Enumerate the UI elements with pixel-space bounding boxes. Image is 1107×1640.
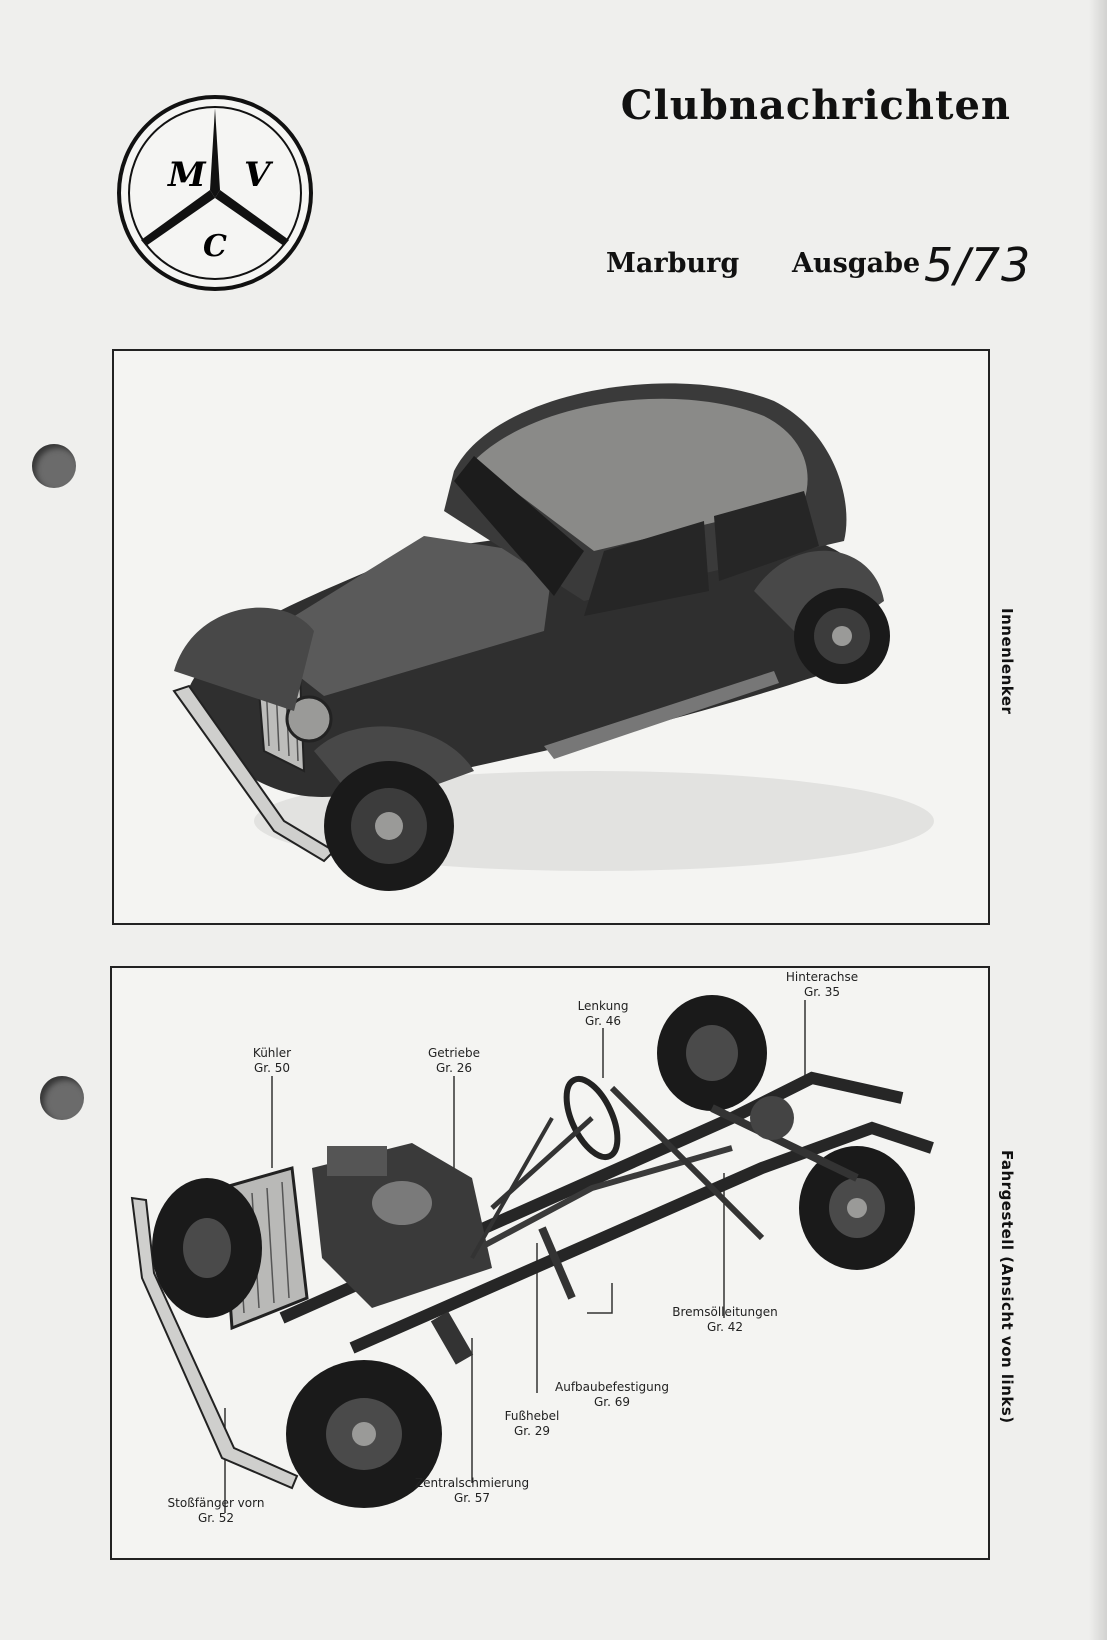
sedan-caption: Innenlenker <box>998 608 1016 715</box>
label-aufbaubefestigung: Aufbaubefestigung Gr. 69 <box>555 1380 669 1409</box>
edition-label: Ausgabe <box>792 248 921 279</box>
punch-hole-lower <box>40 1076 84 1120</box>
sedan-photo <box>112 349 990 925</box>
edition-number: 5/73 <box>924 238 1032 292</box>
label-stossfaenger-vorn: Stoßfänger vorn Gr. 52 <box>167 1496 265 1525</box>
logo-letter-m: M <box>168 155 206 195</box>
label-getriebe: Getriebe Gr. 26 <box>427 1046 481 1075</box>
city-label: Marburg <box>606 248 740 279</box>
label-fusshebel: Fußhebel Gr. 29 <box>504 1409 560 1438</box>
page-edge-shadow <box>1089 0 1107 1640</box>
punch-hole-upper <box>32 444 76 488</box>
logo-letter-v: V <box>244 155 271 195</box>
label-kuehler: Kühler Gr. 50 <box>252 1046 292 1075</box>
label-zentralschmierung: Zentralschmierung Gr. 57 <box>414 1476 530 1505</box>
label-bremsoelleitungen: Bremsölleitungen Gr. 42 <box>672 1305 778 1334</box>
label-hinterachse: Hinterachse Gr. 35 <box>785 970 859 999</box>
sedan-illustration <box>114 351 988 923</box>
club-logo <box>116 94 314 292</box>
label-lenkung: Lenkung Gr. 46 <box>577 999 629 1028</box>
page-title: Clubnachrichten <box>620 82 1011 129</box>
logo-letter-c: C <box>203 229 227 264</box>
chassis-photo <box>110 966 990 1560</box>
chassis-caption: Fahrgestell (Ansicht von links) <box>998 1150 1016 1424</box>
